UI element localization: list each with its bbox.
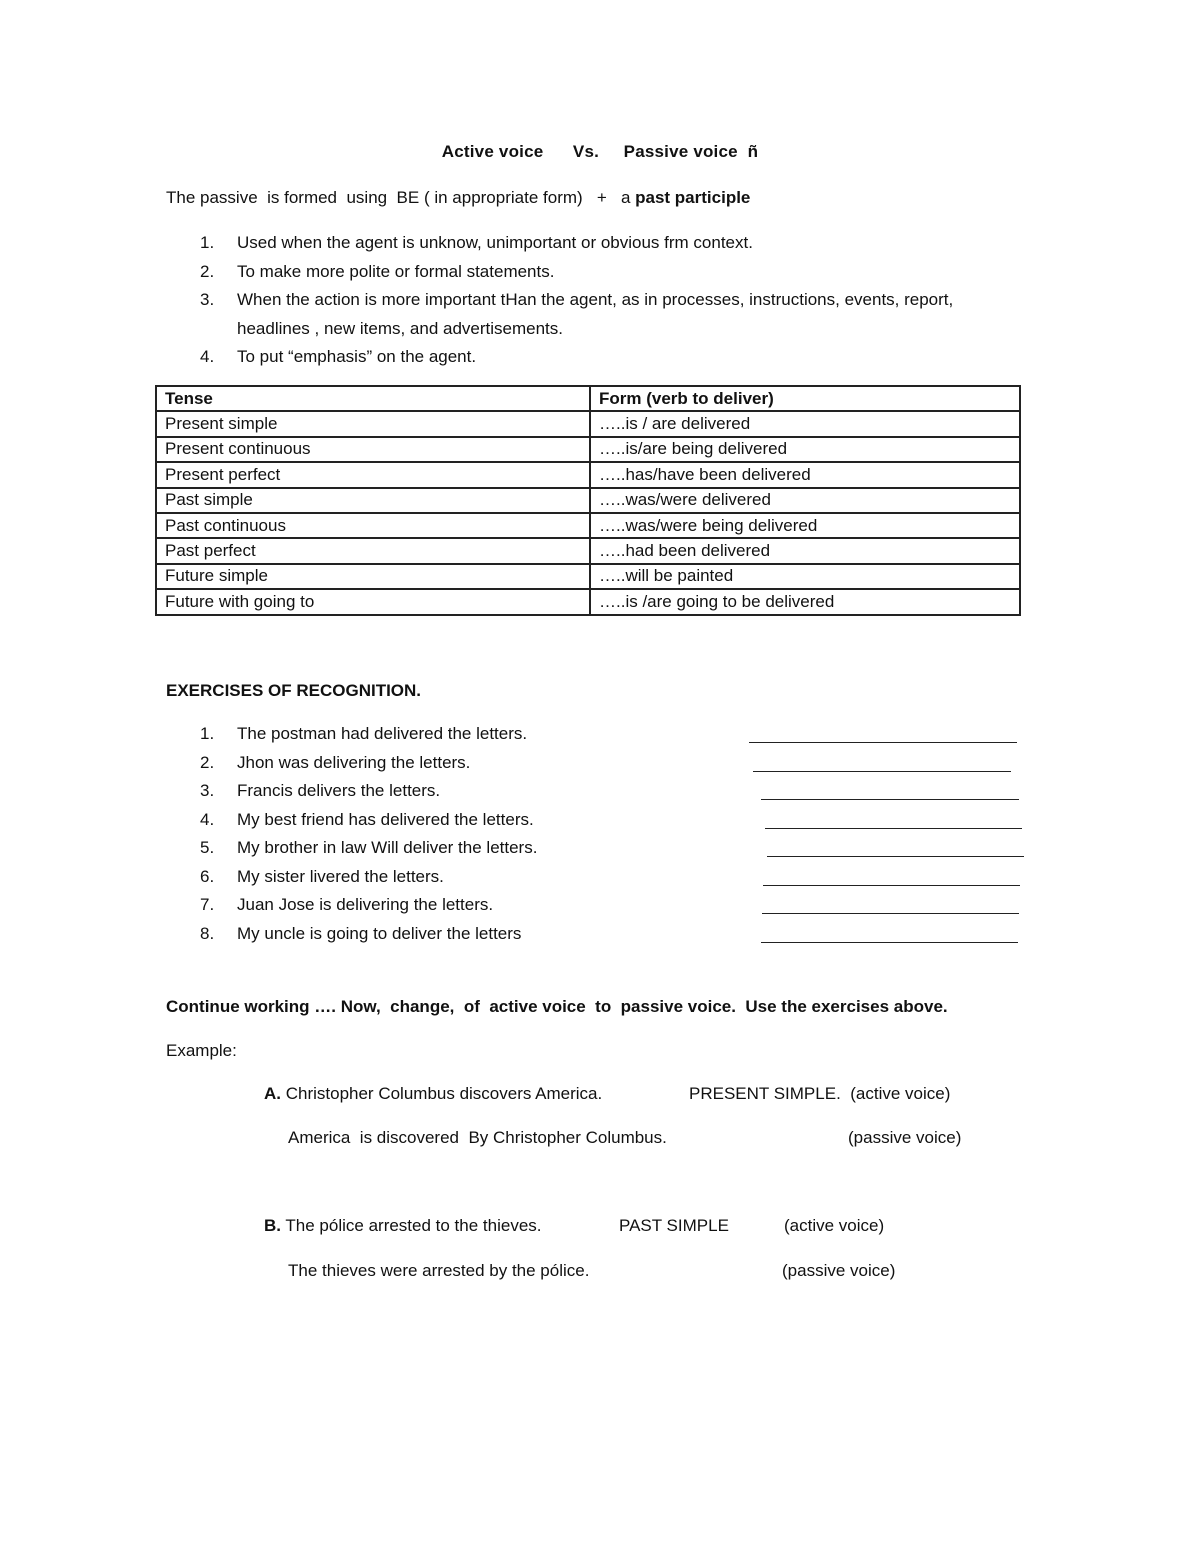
list-item [166, 343, 1026, 372]
exercise-number: 6. [200, 866, 215, 886]
table-row [156, 538, 1020, 563]
form-cell: …..is / are delivered [590, 411, 1020, 436]
answer-blank[interactable] [762, 891, 1019, 914]
exercise-sentence: My sister livered the letters. [237, 866, 444, 886]
column-header-form: Form (verb to deliver) [590, 386, 1020, 411]
exercise-number: 4. [200, 809, 215, 829]
form-cell: …..was/were being delivered [590, 513, 1020, 538]
example-b-active-label: (active voice) [784, 1216, 885, 1235]
tense-cell: Future with going to [156, 589, 590, 614]
list-item-text: When the action is more important tHan the agent, as in processes, instructions, events, report, headlines , new items, and advertisements. [237, 290, 954, 338]
exercise-sentence: My uncle is going to deliver the letters [237, 923, 522, 943]
tense-cell: Past perfect [156, 538, 590, 563]
answer-blank[interactable] [749, 720, 1017, 743]
list-number: 1. [200, 233, 215, 252]
example-label: Example: [166, 1041, 237, 1060]
instructions-text: Continue working …. Now, change, of active voice to passive voice. Use the exercises above. [166, 997, 948, 1016]
form-cell: …..had been delivered [590, 538, 1020, 563]
form-cell: …..is/are being delivered [590, 437, 1020, 462]
answer-blank[interactable] [763, 863, 1020, 886]
table-header-row [156, 386, 1020, 411]
form-cell: …..is /are going to be delivered [590, 589, 1020, 614]
exercise-number: 2. [200, 752, 215, 772]
table-row [156, 437, 1020, 462]
tense-cell: Past continuous [156, 513, 590, 538]
example-b-letter: B. [264, 1216, 281, 1235]
exercise-number: 5. [200, 838, 215, 857]
table-row [156, 564, 1020, 589]
answer-blank[interactable] [765, 806, 1022, 829]
exercise-item [166, 834, 1036, 863]
tense-table [155, 385, 1021, 616]
list-item [166, 258, 1026, 287]
column-header-tense: Tense [156, 386, 590, 411]
form-cell: …..will be painted [590, 564, 1020, 589]
table-row [156, 589, 1020, 614]
exercise-number: 3. [200, 781, 215, 800]
list-item [166, 229, 1026, 258]
answer-blank[interactable] [761, 920, 1018, 943]
exercise-item [166, 749, 1036, 778]
list-number: 3. [200, 290, 215, 309]
usage-list [166, 229, 1026, 372]
example-b-sentence: The pólice arrested to the thieves. [281, 1216, 542, 1235]
example-b-active [264, 1216, 542, 1236]
example-a-active [264, 1084, 602, 1104]
table-row [156, 513, 1020, 538]
answer-blank[interactable] [753, 749, 1011, 772]
tense-cell: Present simple [156, 411, 590, 436]
list-item [166, 286, 1026, 343]
exercise-item [166, 806, 1036, 835]
example-b-passive-label: (passive voice) [782, 1261, 896, 1280]
exercise-sentence: Juan Jose is delivering the letters. [237, 895, 494, 914]
tense-cell: Past simple [156, 488, 590, 513]
example-a-letter: A. [264, 1084, 281, 1103]
intro-text: The passive is formed using BE ( in appropriate form) + a [166, 188, 636, 207]
tense-cell: Present continuous [156, 437, 590, 462]
exercise-item [166, 891, 1036, 920]
exercise-sentence: Jhon was delivering the letters. [237, 752, 471, 772]
form-cell: …..was/were delivered [590, 488, 1020, 513]
exercise-number: 1. [200, 724, 215, 743]
list-number: 2. [200, 261, 215, 281]
exercise-list [166, 720, 1036, 948]
exercise-number: 8. [200, 923, 215, 943]
list-item-text: To put “emphasis” on the agent. [237, 347, 477, 366]
exercise-sentence: My best friend has delivered the letters. [237, 809, 534, 829]
table-row [156, 488, 1020, 513]
list-number: 4. [200, 347, 215, 366]
list-item-text: To make more polite or formal statements. [237, 261, 555, 281]
exercise-item [166, 777, 1036, 806]
exercise-item [166, 863, 1036, 892]
exercise-item [166, 920, 1036, 949]
exercises-heading: EXERCISES OF RECOGNITION. [166, 681, 422, 700]
example-a-sentence: Christopher Columbus discovers America. [281, 1084, 603, 1103]
exercise-sentence: Francis delivers the letters. [237, 781, 441, 800]
intro-bold-text: past participle [635, 188, 751, 207]
exercise-sentence: The postman had delivered the letters. [237, 724, 528, 743]
example-a-passive: America is discovered By Christopher Columbus. [288, 1128, 667, 1147]
answer-blank[interactable] [767, 834, 1024, 857]
example-a-passive-label: (passive voice) [848, 1128, 962, 1147]
exercise-number: 7. [200, 895, 215, 914]
tense-cell: Future simple [156, 564, 590, 589]
answer-blank[interactable] [761, 777, 1019, 800]
example-b-passive: The thieves were arrested by the pólice. [288, 1261, 590, 1280]
example-a-tense: PRESENT SIMPLE. (active voice) [689, 1084, 951, 1103]
example-b-tense: PAST SIMPLE [619, 1216, 729, 1235]
exercise-sentence: My brother in law Will deliver the letters. [237, 838, 538, 857]
form-cell: …..has/have been delivered [590, 462, 1020, 487]
list-item-text: Used when the agent is unknow, unimportant or obvious frm context. [237, 233, 753, 252]
exercise-item [166, 720, 1036, 749]
page-title: Active voice Vs. Passive voice ñ [441, 142, 759, 161]
table-row [156, 462, 1020, 487]
intro-paragraph [166, 188, 750, 208]
tense-cell: Present perfect [156, 462, 590, 487]
table-row [156, 411, 1020, 436]
